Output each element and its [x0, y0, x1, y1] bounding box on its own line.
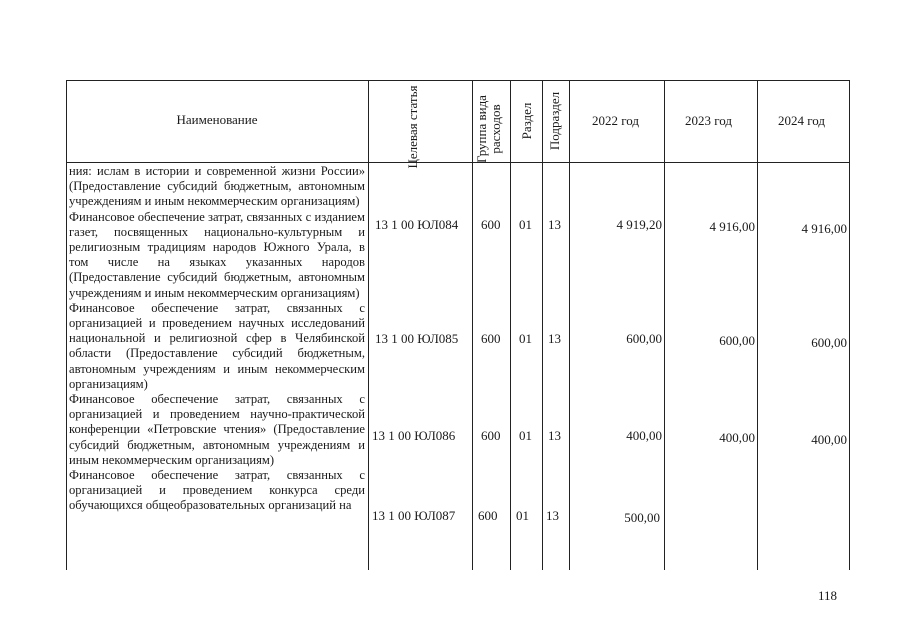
row-subsection: 13 — [548, 428, 561, 443]
row-section: 01 — [519, 217, 532, 232]
row-amount-2022: 500,00 — [624, 510, 660, 525]
header-name: Наименование — [176, 112, 258, 127]
header-subsection: Подраздел — [547, 91, 562, 151]
row-expense-group: 600 — [478, 508, 498, 523]
row-article: 13 1 00 ЮЛ084 — [375, 217, 459, 232]
row-expense-group: 600 — [481, 428, 501, 443]
name-cell: ния: ислам в истории и современной жизни России» (Предоставление субсидий бюджетным, автономным учреждениям и иным некоммерческим организациям) — [69, 164, 365, 209]
page-number: 118 — [818, 588, 838, 603]
row-article: 13 1 00 ЮЛ085 — [375, 331, 459, 346]
header-expense-group: Группа вида расходов — [474, 95, 503, 163]
row-subsection: 13 — [546, 508, 559, 523]
row-article: 13 1 00 ЮЛ086 — [372, 428, 456, 443]
row-amount-2022: 4 919,20 — [616, 217, 662, 232]
row-amount-2022: 600,00 — [626, 331, 662, 346]
header-section: Раздел — [519, 102, 534, 140]
row-subsection: 13 — [548, 217, 561, 232]
row-article: 13 1 00 ЮЛ087 — [372, 508, 456, 523]
row-section: 01 — [519, 428, 532, 443]
name-cell: Финансовое обеспечение затрат, связанных с изданием газет, посвященных национально-культурным и религиозным традициям народов Южного Урала, в том числе на языках указанных народов (Предоставление субсидий бюджетным, автономным учреждениям и иным некоммерческим организациям) — [69, 209, 365, 300]
row-section: 01 — [516, 508, 529, 523]
names-column — [69, 164, 365, 514]
row-expense-group: 600 — [481, 331, 501, 346]
budget-table — [66, 80, 850, 570]
header-year-2024: 2024 год — [778, 113, 825, 128]
row-amount-2024: 400,00 — [811, 432, 847, 447]
row-amount-2023: 4 916,00 — [709, 219, 755, 234]
row-subsection: 13 — [548, 331, 561, 346]
row-amount-2023: 400,00 — [719, 430, 755, 445]
row-expense-group: 600 — [481, 217, 501, 232]
header-target-article: Целевая статья — [405, 85, 420, 169]
row-amount-2022: 400,00 — [626, 428, 662, 443]
row-amount-2024: 4 916,00 — [801, 221, 847, 236]
header-year-2022: 2022 год — [592, 113, 639, 128]
name-cell: Финансовое обеспечение затрат, связанных с организацией и проведением научных исследований национальной и религиозной сфер в Челябинской области (Предоставление субсидий бюджетным, автономным учреждениям и иным некоммерческим организациям) — [69, 300, 365, 391]
name-cell: Финансовое обеспечение затрат, связанных с организацией и проведением конкурса среди обучающихся общеобразовательных организаций на — [69, 468, 365, 513]
name-cell: Финансовое обеспечение затрат, связанных с организацией и проведением научно-практической конференции «Петровские чтения» (Предоставление субсидий бюджетным, автономным учреждениям и иным некоммерческим организациям) — [69, 392, 365, 467]
row-section: 01 — [519, 331, 532, 346]
header-year-2023: 2023 год — [685, 113, 732, 128]
row-amount-2024: 600,00 — [811, 335, 847, 350]
row-amount-2023: 600,00 — [719, 333, 755, 348]
